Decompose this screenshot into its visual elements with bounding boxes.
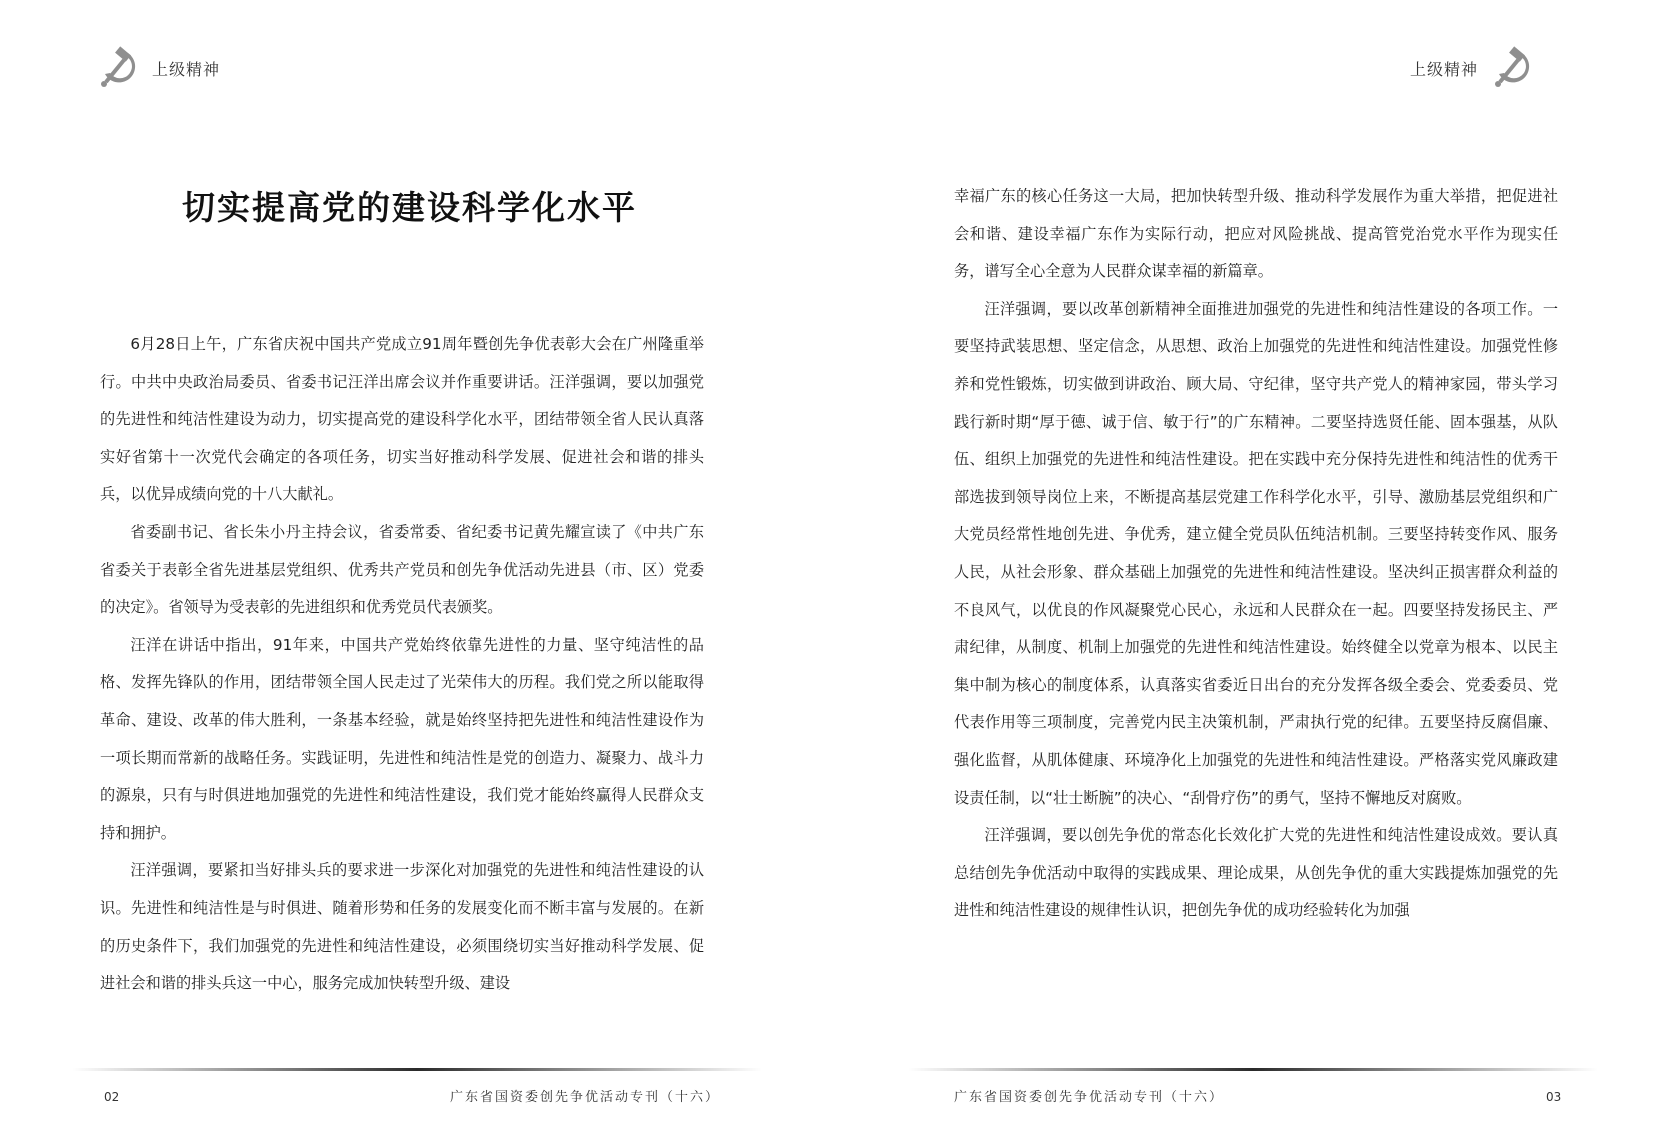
footer-divider bbox=[72, 1068, 762, 1071]
paragraph: 省委副书记、省长朱小丹主持会议，省委常委、省纪委书记黄先耀宣读了《中共广东省委关于表彰全省先进基层党组织、优秀共产党员和创先争优活动先进县（市、区）党委的决定》。省领导为受表彰的先进组织和优秀党员代表颁奖。 bbox=[100, 522, 704, 617]
publication-name: 广东省国资委创先争优活动专刊（十六） bbox=[450, 1090, 721, 1105]
paragraph: 汪洋强调，要以改革创新精神全面推进加强党的先进性和纯洁性建设的各项工作。一要坚持武装思想、坚定信念，从思想、政治上加强党的先进性和纯洁性建设。加强党性修养和党性锻炼，切实做到讲政治、顾大局、守纪律，坚守共产党人的精神家园，带头学习践行新时期“厚于德、诚于信、敏于行”的广东精神。二要坚持选贤任能、固本强基，从队伍、组织上加强党的先进性和纯洁性建设。把在实践中充分保持先进性和纯洁性的优秀干部选拔到领导岗位上来，不断提高基层党建工作科学化水平，引导、激励基层党组织和广大党员经常性地创先进、争优秀，建立健全党员队伍纯洁机制。三要坚持转变作风、服务人民，从社会形象、群众基础上加强党的先进性和纯洁性建设。坚决纠正损害群众利益的不良风气，以优良的作风凝聚党心民心，永远和人民群众在一起。四要坚持发扬民主、严肃纪律，从制度、机制上加强党的先进性和纯洁性建设。始终健全以党章为根本、以民主集中制为核心的制度体系，认真落实省委近日出台的充分发挥各级全委会、党委委员、党代表作用等三项制度，完善党内民主决策机制，严肃执行党的纪律。五要坚持反腐倡廉、强化监督，从肌体健康、环境净化上加强党的先进性和纯洁性建设。严格落实党风廉政建设责任制，以“壮士断腕”的决心、“刮骨疗伤”的勇气，坚持不懈地反对腐败。 bbox=[954, 299, 1558, 807]
right-page-header bbox=[1410, 46, 1534, 90]
page-number: 02 bbox=[104, 1090, 120, 1104]
paragraph: 汪洋强调，要紧扣当好排头兵的要求进一步深化对加强党的先进性和纯洁性建设的认识。先进性和纯洁性是与时俱进、随着形势和任务的发展变化而不断丰富与发展的。在新的历史条件下，我们加强党的先进性和纯洁性建设，必须围绕切实当好推动科学发展、促进社会和谐的排头兵这一中心，服务完成加快转型升级、建设 bbox=[100, 861, 704, 993]
right-page bbox=[854, 0, 1654, 1130]
left-page bbox=[0, 0, 800, 1130]
section-label: 上级精神 bbox=[1409, 59, 1478, 79]
page-number: 03 bbox=[1546, 1090, 1562, 1104]
publication-name: 广东省国资委创先争优活动专刊（十六） bbox=[954, 1090, 1225, 1105]
left-page-header bbox=[96, 46, 220, 90]
paragraph: 6月28日上午，广东省庆祝中国共产党成立91周年暨创先争优表彰大会在广州隆重举行。中共中央政治局委员、省委书记汪洋出席会议并作重要讲话。汪洋强调，要以加强党的先进性和纯洁性建设为动力，切实提高党的建设科学化水平，团结带领全省人民认真落实好省第十一次党代会确定的各项任务，切实当好推动科学发展、促进社会和谐的排头兵，以优异成绩向党的十八大献礼。 bbox=[100, 335, 704, 504]
paragraph: 幸福广东的核心任务这一大局，把加快转型升级、推动科学发展作为重大举措，把促进社会和谐、建设幸福广东作为实际行动，把应对风险挑战、提高管党治党水平作为现实任务，谱写全心全意为人民群众谋幸福的新篇章。 bbox=[954, 187, 1558, 281]
left-article-body bbox=[100, 326, 704, 1003]
hammer-sickle-icon bbox=[1490, 46, 1534, 90]
right-article-body bbox=[954, 178, 1558, 930]
article-title: 切实提高党的建设科学化水平 bbox=[182, 188, 637, 227]
footer-divider bbox=[908, 1068, 1598, 1071]
paragraph: 汪洋在讲话中指出，91年来，中国共产党始终依靠先进性的力量、坚守纯洁性的品格、发挥先锋队的作用，团结带领全国人民走过了光荣伟大的历程。我们党之所以能取得革命、建设、改革的伟大胜利，一条基本经验，就是始终坚持把先进性和纯洁性建设作为一项长期而常新的战略任务。实践证明，先进性和纯洁性是党的创造力、凝聚力、战斗力的源泉，只有与时俱进地加强党的先进性和纯洁性建设，我们党才能始终赢得人民群众支持和拥护。 bbox=[100, 635, 704, 842]
paragraph: 汪洋强调，要以创先争优的常态化长效化扩大党的先进性和纯洁性建设成效。要认真总结创先争优活动中取得的实践成果、理论成果，从创先争优的重大实践提炼加强党的先进性和纯洁性建设的规律性认识，把创先争优的成功经验转化为加强 bbox=[954, 826, 1558, 920]
hammer-sickle-icon bbox=[96, 46, 140, 90]
section-label: 上级精神 bbox=[152, 59, 221, 79]
